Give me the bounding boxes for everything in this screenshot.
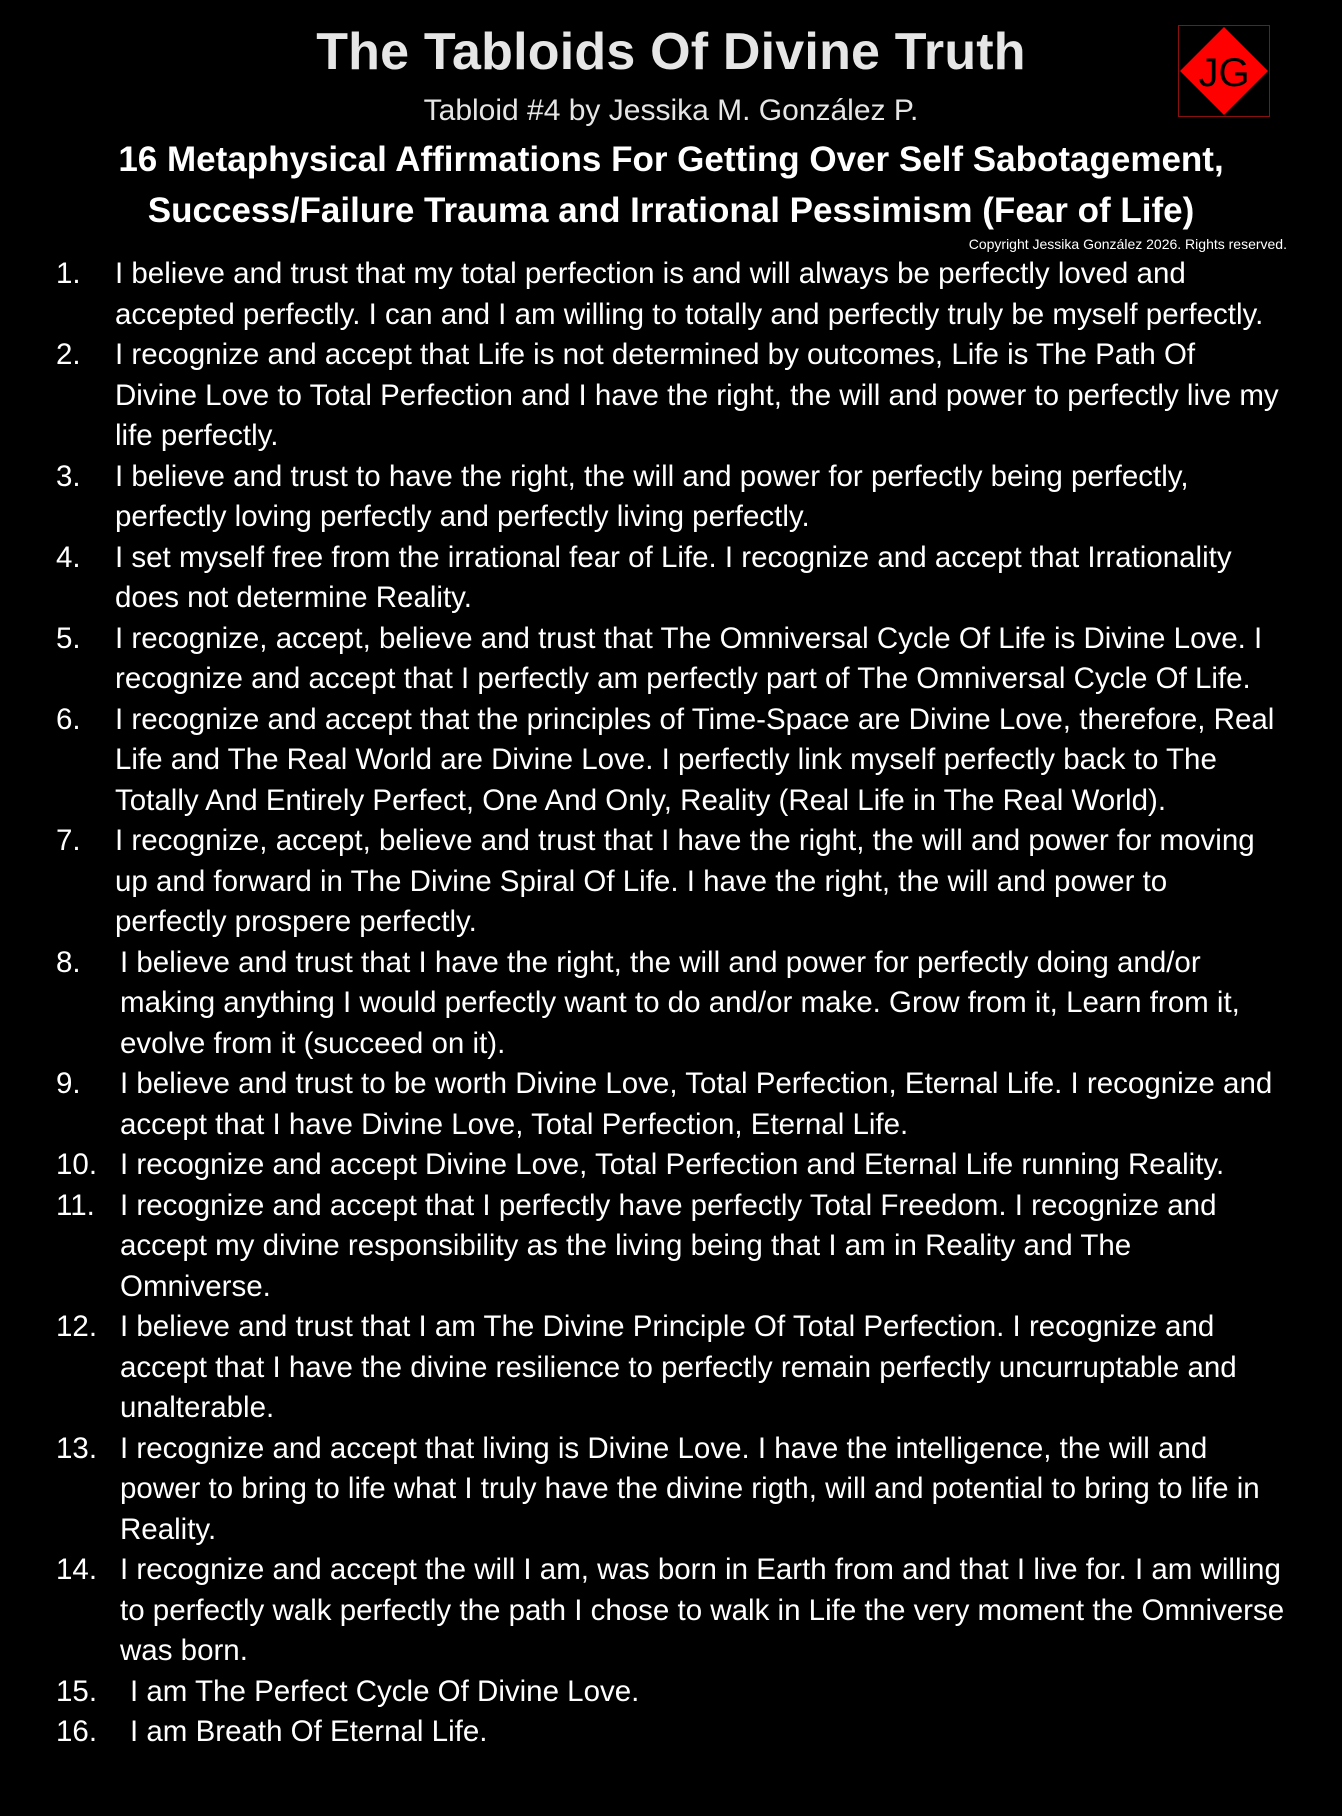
item-number: 10. [56,1148,98,1181]
item-text: I am Breath Of Eternal Life. [130,1715,488,1748]
item-number: 14. [56,1553,98,1586]
item-number: 15. [56,1674,98,1708]
list-item [0,1429,1342,1551]
affirmations-heading [60,134,1282,236]
item-text: I recognize and accept that I perfectly have perfectly Total Freedom. I recognize and accept my divine responsibility as the living being that I am in Reality and The Omniverse. [120,1188,1217,1303]
item-number: 6. [56,702,81,736]
list-item [0,1145,1342,1186]
item-text: I recognize, accept, believe and trust that I have the right, the will and power for moving up and forward in The Divine Spiral Of Life. I have the right, the will and power to perfectly prospere perfectly. [115,824,1255,938]
item-text: I believe and trust to be worth Divine Love, Total Perfection, Eternal Life. I recognize and accept that I have Divine Love, Total Perfection, Eternal Life. [120,1067,1273,1141]
list-item [0,1186,1342,1308]
list-item [0,943,1342,1065]
item-text: I recognize and accept that living is Divine Love. I have the intelligence, the will and power to bring to life what I truly have the divine rigth, will and potential to bring to life in Reality. [120,1431,1260,1546]
page-title: The Tabloids Of Divine Truth [316,23,1026,81]
list-item [0,700,1342,822]
item-text: I am The Perfect Cycle Of Divine Love. [130,1674,640,1708]
item-text: I recognize and accept that the principles of Time-Space are Divine Love, therefore, Real Life and The Real World are Divine Love. I perfectly link myself perfectly back to The Totally And Entirely Perfect, One And Only, Reality (Real Life in The Real World). [115,702,1275,817]
heading-line-1: 16 Metaphysical Affirmations For Getting Over Self Sabotagement, [118,140,1224,179]
copyright-notice: Copyright Jessika González 2026. Rights reserved. [968,236,1287,252]
item-text: I believe and trust to have the right, the will and power for perfectly being perfectly, perfectly loving perfectly and perfectly living perfectly. [115,459,1189,533]
item-text: I recognize and accept the will I am, was born in Earth from and that I live for. I am willing to perfectly walk perfectly the path I chose to walk in Life the very moment the Omniverse was born. [120,1553,1285,1667]
list-item [0,1307,1342,1429]
item-number: 8. [56,945,81,979]
page-subtitle: Tabloid #4 by Jessika M. González P. [423,94,919,127]
list-item [0,1064,1342,1145]
jg-logo [1178,25,1270,117]
item-text: I recognize and accept Divine Love, Total Perfection and Eternal Life running Reality. [120,1148,1225,1181]
item-text: I believe and trust that my total perfection is and will always be perfectly loved and accepted perfectly. I can and I am willing to totally and perfectly truly be myself perfectly. [115,257,1264,331]
list-item [0,457,1342,538]
item-text: I recognize and accept that Life is not determined by outcomes, Life is The Path Of Divine Love to Total Perfection and I have the right, the will and power to perfectly live my life perfectly. [115,338,1279,452]
list-item [0,821,1342,943]
item-number: 13. [56,1431,98,1465]
logo-letters: JG [1198,51,1250,95]
affirmations-list [0,254,1342,1753]
item-number: 7. [56,824,81,857]
list-item [0,254,1342,335]
item-text: I believe and trust that I am The Divine Principle Of Total Perfection. I recognize and accept that I have the divine resilience to perfectly remain perfectly uncurruptable and unalterable. [120,1310,1237,1424]
list-item [0,619,1342,700]
jg-logo-icon [1179,26,1269,116]
item-number: 11. [56,1188,95,1222]
item-text: I set myself free from the irrational fear of Life. I recognize and accept that Irrationality does not determine Reality. [115,540,1232,614]
item-number: 12. [56,1310,98,1343]
item-number: 16. [56,1715,98,1748]
item-text: I recognize, accept, believe and trust that The Omniversal Cycle Of Life is Divine Love. I recognize and accept that I perfectly am perfectly part of The Omniversal Cycle Of Life. [115,621,1263,695]
list-item [0,1672,1342,1713]
item-number: 2. [56,338,81,371]
item-number: 9. [56,1067,81,1100]
list-item [0,1550,1342,1672]
list-item [0,1712,1342,1753]
item-text: I believe and trust that I have the right, the will and power for perfectly doing and/or making anything I would perfectly want to do and/or make. Grow from it, Learn from it, evolve from it (succeed on it). [120,945,1240,1060]
heading-line-2: Success/Failure Trauma and Irrational Pessimism (Fear of Life) [147,191,1195,230]
item-number: 4. [56,540,81,574]
list-item [0,538,1342,619]
item-number: 3. [56,459,81,493]
list-item [0,335,1342,457]
item-number: 5. [56,621,81,655]
item-number: 1. [56,257,81,290]
